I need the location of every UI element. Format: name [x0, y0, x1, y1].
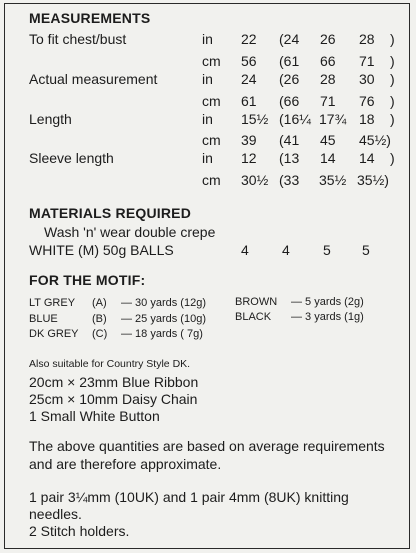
size-value: 28 [359, 31, 375, 47]
size-value: (26 [279, 71, 300, 87]
size-value: 15½ [241, 111, 269, 127]
row-label: To fit chest/bust [29, 31, 127, 47]
motif-color-name: DK GREY [29, 328, 79, 340]
unit-in: in [202, 150, 213, 166]
size-value: (24 [279, 31, 300, 47]
size-value: (16¼ [279, 111, 311, 127]
quantities-note: and are therefore approximate. [29, 456, 222, 472]
yarn-description: Wash 'n' wear double crepe [44, 224, 216, 240]
unit-cm: cm [202, 172, 221, 188]
ball-count: 5 [362, 242, 370, 258]
yarn-color-label: WHITE (M) 50g BALLS [29, 242, 174, 258]
size-value: 14 [359, 150, 375, 166]
size-value: 18 [359, 111, 375, 127]
size-value: 35½ [319, 172, 347, 188]
size-value: 45½) [359, 132, 391, 148]
unit-in: in [202, 31, 213, 47]
unit-cm: cm [202, 93, 221, 109]
size-value: (66 [279, 93, 300, 109]
size-value: ) [390, 53, 395, 69]
unit-cm: cm [202, 132, 221, 148]
ball-count: 5 [323, 242, 331, 258]
size-value: 39 [241, 132, 257, 148]
extra-item: 20cm × 23mm Blue Ribbon [29, 374, 199, 390]
size-value: ) [390, 111, 395, 127]
motif-color-amount: — 25 yards (10g) [121, 313, 206, 325]
size-value: 61 [241, 93, 257, 109]
size-value: 22 [241, 31, 257, 47]
size-value: 66 [320, 53, 336, 69]
motif-color-amount: — 18 yards ( 7g) [121, 328, 203, 340]
measurements-heading: MEASUREMENTS [29, 10, 151, 26]
size-value: 76 [359, 93, 375, 109]
size-value: ) [390, 31, 395, 47]
materials-heading: MATERIALS REQUIRED [29, 205, 192, 221]
motif-color-code: (B) [92, 313, 107, 325]
needles-note: needles. [29, 506, 82, 522]
size-value: 28 [320, 71, 336, 87]
row-label: Actual measurement [29, 71, 158, 87]
size-value: 71 [320, 93, 336, 109]
motif-color-code: (C) [92, 328, 108, 340]
size-value: ) [390, 93, 395, 109]
quantities-note: The above quantities are based on average requirements [29, 438, 385, 454]
size-value: 12 [241, 150, 257, 166]
size-value: (33 [279, 172, 300, 188]
size-value: 26 [320, 31, 336, 47]
extra-item: 1 Small White Button [29, 408, 160, 424]
size-value: 45 [320, 132, 336, 148]
motif-color-amount: — 30 yards (12g) [121, 297, 206, 309]
size-value: 24 [241, 71, 257, 87]
ball-count: 4 [282, 242, 290, 258]
alternative-yarn-note: Also suitable for Country Style DK. [29, 358, 191, 370]
motif-color-name: BLUE [29, 313, 58, 325]
size-value: 56 [241, 53, 257, 69]
size-value: 30 [359, 71, 375, 87]
motif-color-amount: — 5 yards (2g) [291, 296, 364, 308]
motif-heading: FOR THE MOTIF: [29, 272, 146, 288]
size-value: ) [390, 150, 395, 166]
holders-note: 2 Stitch holders. [29, 523, 130, 539]
motif-color-amount: — 3 yards (1g) [291, 311, 364, 323]
size-value: ) [390, 71, 395, 87]
size-value: 30½ [241, 172, 269, 188]
motif-color-name: BROWN [235, 296, 278, 308]
row-label: Length [29, 111, 72, 127]
size-value: 35½) [357, 172, 389, 188]
size-value: 14 [320, 150, 336, 166]
ball-count: 4 [241, 242, 249, 258]
needles-note: 1 pair 3¼mm (10UK) and 1 pair 4mm (8UK) knitting [29, 489, 349, 505]
unit-in: in [202, 111, 213, 127]
unit-in: in [202, 71, 213, 87]
size-value: 71 [359, 53, 375, 69]
size-value: (61 [279, 53, 300, 69]
motif-color-code: (A) [92, 297, 107, 309]
extra-item: 25cm × 10mm Daisy Chain [29, 391, 198, 407]
size-value: (13 [279, 150, 300, 166]
motif-color-name: BLACK [235, 311, 272, 323]
motif-color-name: LT GREY [29, 297, 76, 309]
size-value: 17¾ [319, 111, 347, 127]
row-label: Sleeve length [29, 150, 114, 166]
unit-cm: cm [202, 53, 221, 69]
size-value: (41 [279, 132, 300, 148]
